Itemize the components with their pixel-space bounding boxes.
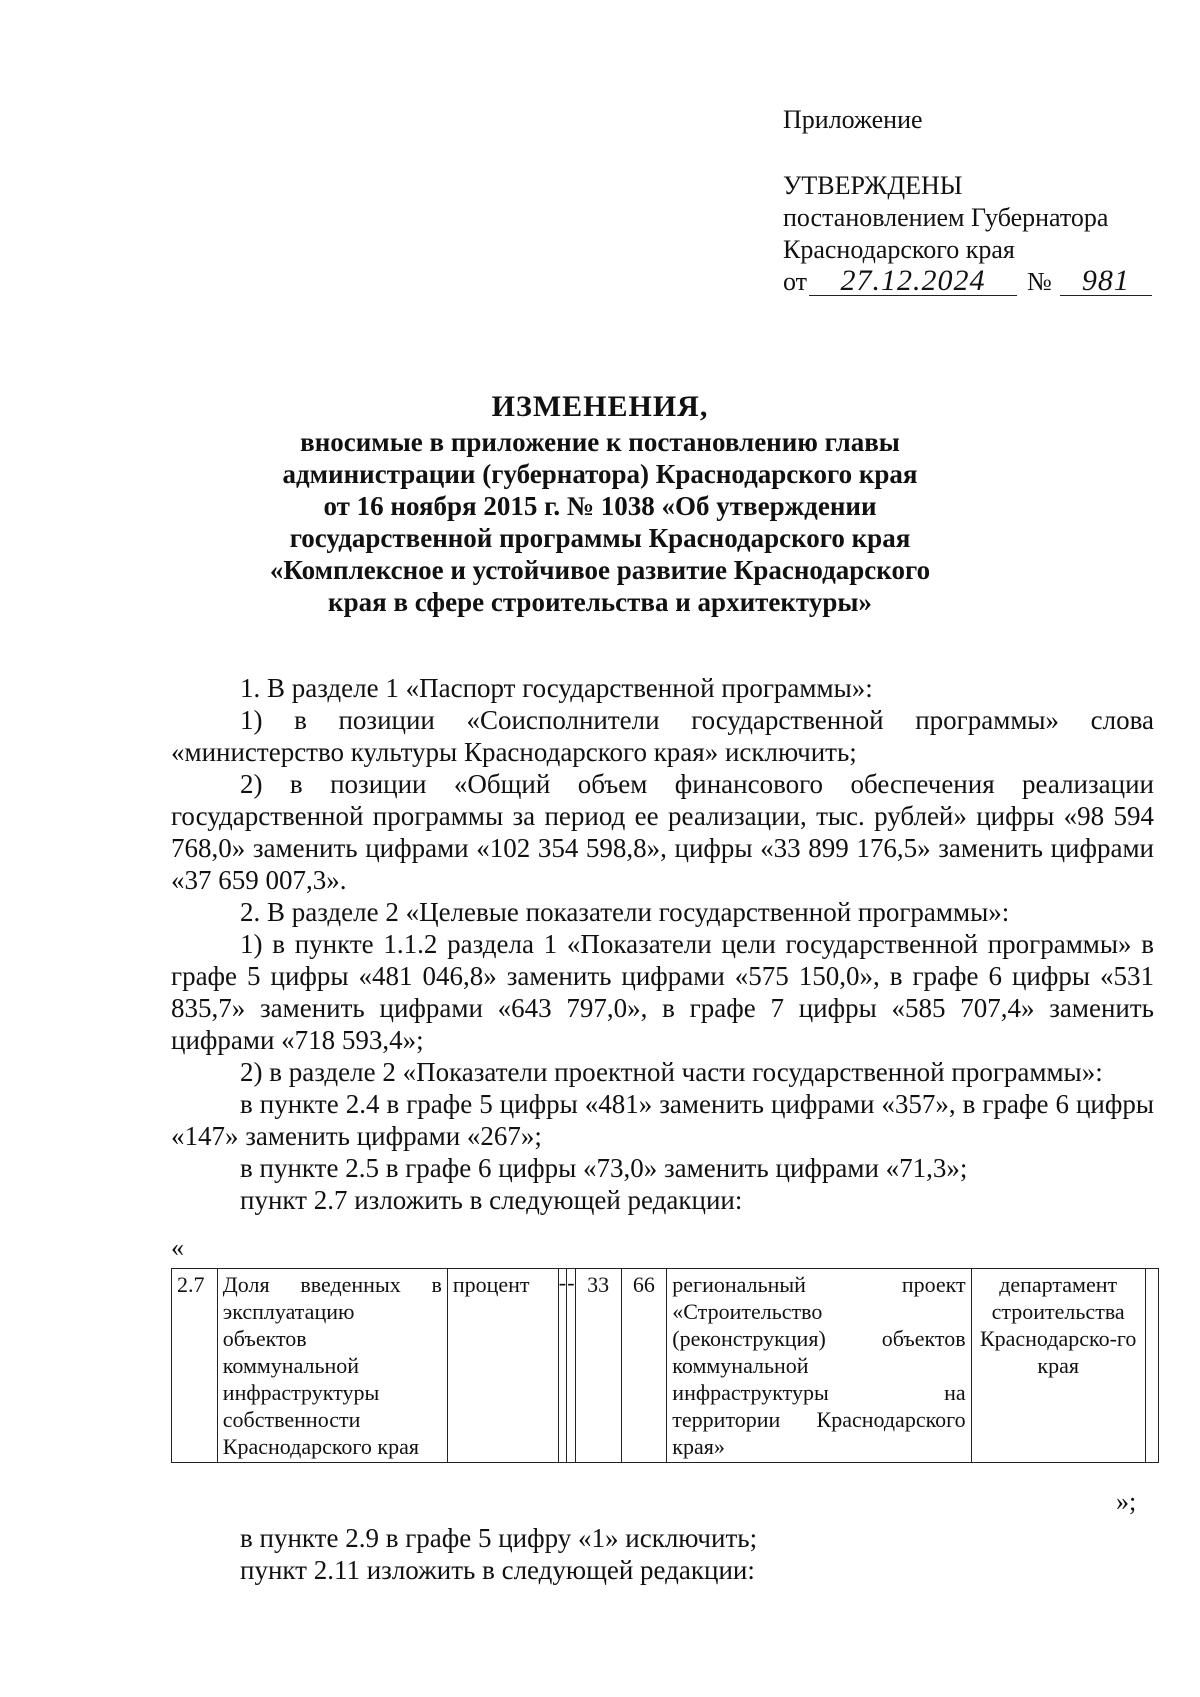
cell-dash: - bbox=[558, 1269, 566, 1463]
approved-by-line2: Краснодарского края bbox=[783, 235, 1015, 264]
title-line: государственной программы Краснодарского края bbox=[289, 523, 911, 553]
date-prefix: от bbox=[783, 267, 808, 296]
paragraph: пункт 2.11 изложить в следующей редакции: bbox=[240, 1555, 755, 1585]
cell-responsible: департамент строительства Краснодарско-го края bbox=[971, 1269, 1145, 1463]
paragraph: 2) в позиции «Общий объем финансового обеспечения реализации государственной программы за период ее реализации, тыс. рублей» цифры «98 594 768,0» заменить цифрами «102 354 598,8», цифры «33 899 176,5» заменить цифрами «37 659 007,3». bbox=[171, 769, 1154, 895]
document-title bbox=[0, 388, 1200, 618]
number-sign: № bbox=[1027, 267, 1052, 296]
paragraph: 2) в разделе 2 «Показатели проектной части государственной программы»: bbox=[240, 1057, 1103, 1087]
approved-by-line1: постановлением Губернатора bbox=[783, 203, 1109, 232]
title-line: вносимые в приложение к постановлению главы bbox=[300, 427, 900, 457]
table-row bbox=[172, 1269, 1159, 1463]
approved-label: УТВЕРЖДЕНЫ bbox=[783, 171, 963, 200]
body-text bbox=[171, 672, 1154, 1216]
paragraph: 2. В разделе 2 «Целевые показатели государственной программы»: bbox=[240, 897, 1010, 927]
date-number-line bbox=[783, 266, 1152, 298]
handwritten-date: 27.12.2024 bbox=[809, 267, 1017, 296]
table-open-quote: « bbox=[171, 1233, 184, 1262]
title-line: от 16 ноября 2015 г. № 1038 «Об утверждении bbox=[323, 491, 877, 521]
paragraph: пункт 2.7 изложить в следующей редакции: bbox=[240, 1185, 743, 1215]
title-main: ИЗМЕНЕНИЯ, bbox=[491, 390, 709, 423]
paragraph: 1) в позиции «Соисполнители государственной программы» слова «министерство культуры Краснодарского края» исключить; bbox=[171, 705, 1154, 767]
paragraph: 1. В разделе 1 «Паспорт государственной программы»: bbox=[240, 673, 873, 703]
paragraph: в пункте 2.9 в графе 5 цифру «1» исключить; bbox=[240, 1523, 758, 1553]
cell-number: 2.7 bbox=[172, 1269, 218, 1463]
cell-value-1: 33 bbox=[575, 1269, 621, 1463]
cell-indicator-name: Доля введенных в эксплуатацию объектов коммунальной инфраструктуры собственности Краснодарского края bbox=[217, 1269, 447, 1463]
cell-project: региональный проект «Строительство (реконструкция) объектов коммунальной инфраструктуры на территории Краснодарского края» bbox=[667, 1269, 971, 1463]
paragraph: 1) в пункте 1.1.2 раздела 1 «Показатели цели государственной программы» в графе 5 цифры «481 046,8» заменить цифрами «575 150,0», в графе 6 цифры «531 835,7» заменить цифрами «643 797,0», в графе 7 цифры «585 707,4» заменить цифрами «718 593,4»; bbox=[171, 929, 1154, 1055]
title-line: администрации (губернатора) Краснодарского края bbox=[282, 459, 918, 489]
cell-value-2: 66 bbox=[621, 1269, 667, 1463]
cell-empty bbox=[1145, 1269, 1158, 1463]
table-close-quote: »; bbox=[1116, 1487, 1137, 1516]
annex-label: Приложение bbox=[783, 105, 923, 134]
paragraph: в пункте 2.4 в графе 5 цифры «481» заменить цифрами «357», в графе 6 цифры «147» заменить цифрами «267»; bbox=[171, 1089, 1154, 1151]
handwritten-number: 981 bbox=[1060, 267, 1152, 296]
title-subtitle bbox=[0, 426, 1200, 618]
title-line: «Комплексное и устойчивое развитие Краснодарского bbox=[269, 555, 931, 585]
cell-unit: процент bbox=[447, 1269, 558, 1463]
paragraph: в пункте 2.5 в графе 6 цифры «73,0» заменить цифрами «71,3»; bbox=[240, 1153, 968, 1183]
title-line: края в сфере строительства и архитектуры» bbox=[328, 587, 872, 617]
indicator-table bbox=[171, 1268, 1159, 1463]
body-text-continued bbox=[171, 1522, 1154, 1586]
cell-dash: - bbox=[567, 1269, 575, 1463]
approval-block bbox=[783, 104, 1152, 298]
